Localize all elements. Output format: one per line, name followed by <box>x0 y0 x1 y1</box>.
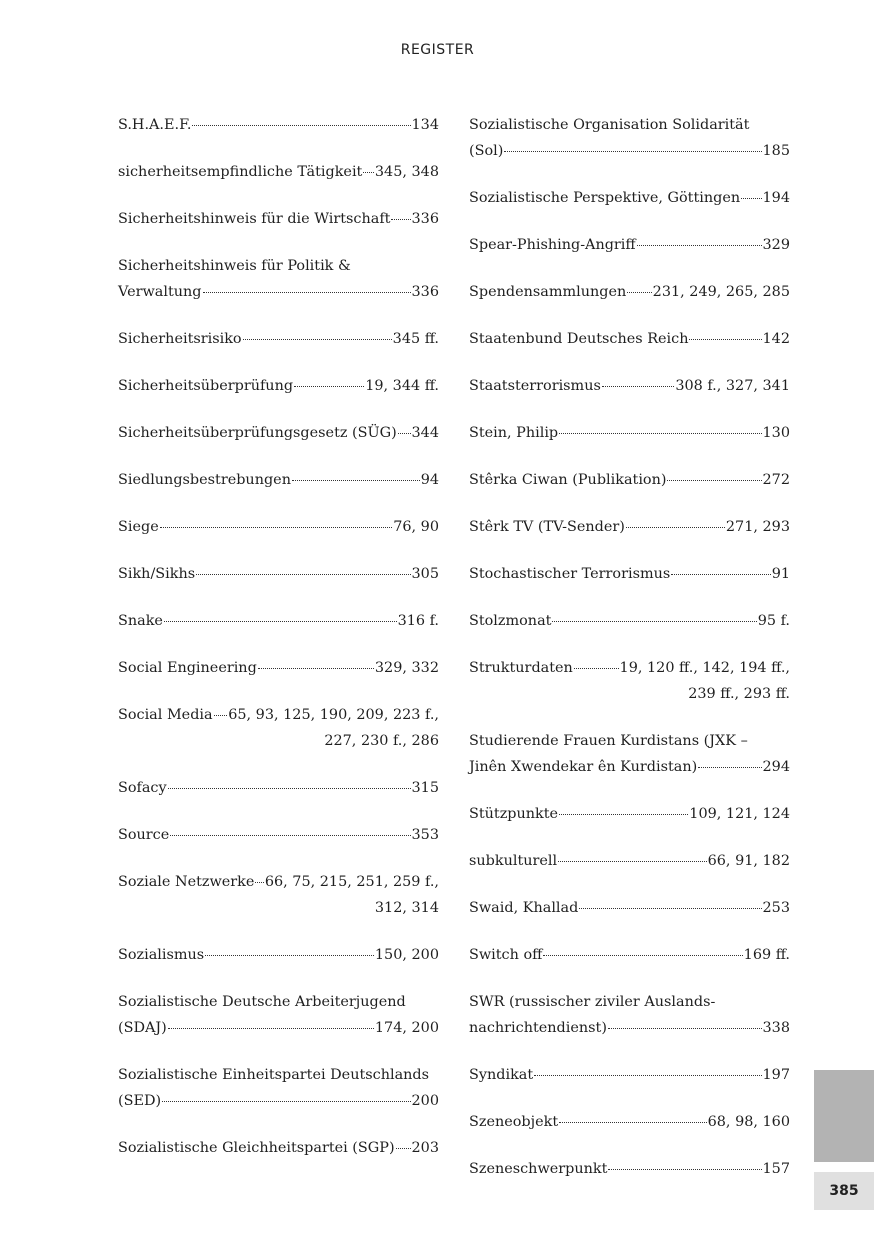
index-term: Stêrka Ciwan (Publikation) <box>469 472 667 488</box>
index-pages: 345, 348 <box>374 164 439 180</box>
index-entry-line <box>469 655 790 681</box>
index-entry <box>469 1062 790 1088</box>
index-pages: 76, 90 <box>393 519 439 535</box>
index-entry <box>469 420 790 446</box>
index-term: Stein, Philip <box>469 425 559 441</box>
index-term: Spendensammlungen <box>469 284 627 300</box>
index-term: Staatsterrorismus <box>469 378 601 394</box>
index-pages: 68, 98, 160 <box>707 1114 790 1130</box>
index-entry-line <box>469 326 790 352</box>
index-entry-line <box>118 112 439 138</box>
index-term: Sofacy <box>118 780 167 796</box>
index-entry <box>118 159 439 185</box>
index-term: Sozialistische Perspektive, Göttingen <box>469 190 741 206</box>
index-entry <box>469 942 790 968</box>
index-term: Staatenbund Deutsches Reich <box>469 331 689 347</box>
index-term: Switch off <box>469 947 543 963</box>
dot-leader <box>574 668 619 669</box>
index-term: Source <box>118 827 170 843</box>
index-entry <box>118 942 439 968</box>
index-entry-line <box>118 279 439 305</box>
dot-leader <box>164 621 397 622</box>
index-pages: 294 <box>762 759 790 775</box>
index-term: Social Engineering <box>118 660 257 676</box>
index-pages: 305 <box>411 566 439 582</box>
index-entry <box>469 467 790 493</box>
index-term: Sicherheitsrisiko <box>118 331 242 347</box>
dot-leader <box>626 527 725 528</box>
index-pages: 130 <box>762 425 790 441</box>
index-entry <box>118 467 439 493</box>
index-term: Sikh/Sikhs <box>118 566 196 582</box>
index-entry <box>118 1062 439 1114</box>
index-pages: 197 <box>762 1067 790 1083</box>
index-entry-line <box>469 232 790 258</box>
index-term: Sicherheitshinweis für die Wirtschaft <box>118 211 391 227</box>
index-entry <box>118 561 439 587</box>
index-pages: 94 <box>420 472 439 488</box>
dot-leader <box>196 574 410 575</box>
dot-leader <box>160 527 393 528</box>
index-pages: 338 <box>762 1020 790 1036</box>
index-entry-line <box>118 206 439 232</box>
dot-leader <box>552 621 756 622</box>
index-entry-line <box>469 138 790 164</box>
index-entry-line <box>118 514 439 540</box>
index-entry <box>469 1109 790 1135</box>
index-pages-continued: 239 ff., 293 ff. <box>688 686 790 702</box>
index-pages: 157 <box>762 1161 790 1177</box>
index-pages: 95 f. <box>757 613 790 629</box>
dot-leader <box>602 386 674 387</box>
index-entry-line <box>118 655 439 681</box>
index-entry-line <box>469 608 790 634</box>
index-entry-line <box>469 1062 790 1088</box>
index-entry-line <box>118 326 439 352</box>
index-term: subkulturell <box>469 853 558 869</box>
dot-leader <box>671 574 770 575</box>
index-term: Sicherheitsüberprüfung <box>118 378 294 394</box>
index-entry-line <box>469 848 790 874</box>
index-pages: 169 ff. <box>743 947 790 963</box>
dot-leader <box>689 339 761 340</box>
index-term: Social Media <box>118 707 213 723</box>
index-entry-line <box>469 373 790 399</box>
dot-leader <box>168 1028 374 1029</box>
index-entry-line <box>469 420 790 446</box>
index-entry-heading: Sozialistische Organisation Solidarität <box>469 117 750 133</box>
index-pages: 316 f. <box>397 613 439 629</box>
index-term: Soziale Netzwerke <box>118 874 255 890</box>
index-entry <box>118 775 439 801</box>
index-pages: 353 <box>411 827 439 843</box>
thumb-index-tab <box>814 1070 874 1162</box>
page-number: 385 <box>814 1172 874 1210</box>
index-entry <box>118 989 439 1041</box>
dot-leader <box>558 861 707 862</box>
running-header: REGISTER <box>400 42 475 58</box>
index-term: (Sol) <box>469 143 504 159</box>
dot-leader <box>168 788 411 789</box>
index-entry-line <box>469 1015 790 1041</box>
index-pages: 329 <box>762 237 790 253</box>
index-entry <box>469 232 790 258</box>
index-entry <box>469 728 790 780</box>
index-pages: 271, 293 <box>725 519 790 535</box>
index-entry-line <box>118 1015 439 1041</box>
dot-leader <box>205 955 374 956</box>
index-entry <box>469 373 790 399</box>
index-pages: 315 <box>411 780 439 796</box>
dot-leader <box>627 292 651 293</box>
dot-leader <box>203 292 411 293</box>
index-entry-line <box>469 801 790 827</box>
index-term: Sozialistische Gleichheitspartei (SGP) <box>118 1140 395 1156</box>
index-pages-continued: 227, 230 f., 286 <box>324 733 439 749</box>
index-term: Siedlungsbestrebungen <box>118 472 291 488</box>
index-term: Stochastischer Terrorismus <box>469 566 671 582</box>
index-pages: 109, 121, 124 <box>689 806 790 822</box>
dot-leader <box>255 882 263 883</box>
index-term: Strukturdaten <box>469 660 573 676</box>
index-pages: 185 <box>762 143 790 159</box>
index-entry-line <box>118 822 439 848</box>
index-entry <box>118 373 439 399</box>
index-pages: 253 <box>762 900 790 916</box>
index-term: Stêrk TV (TV-Sender) <box>469 519 625 535</box>
index-entry-line <box>118 373 439 399</box>
index-entry <box>118 1135 439 1161</box>
index-entry-line <box>118 1135 439 1161</box>
index-entry-line <box>118 702 439 728</box>
index-term: Siege <box>118 519 159 535</box>
dot-leader <box>608 1028 762 1029</box>
index-entry <box>118 655 439 681</box>
index-term: Stolzmonat <box>469 613 552 629</box>
index-entry <box>469 655 790 707</box>
index-term: Stützpunkte <box>469 806 559 822</box>
dot-leader <box>608 1169 761 1170</box>
dot-leader <box>214 715 228 716</box>
index-entry <box>118 253 439 305</box>
dot-leader <box>292 480 420 481</box>
dot-leader <box>170 835 410 836</box>
index-pages: 345 ff. <box>392 331 439 347</box>
index-term: Szeneschwerpunkt <box>469 1161 608 1177</box>
index-pages: 150, 200 <box>374 947 439 963</box>
dot-leader <box>559 433 761 434</box>
index-entry <box>469 895 790 921</box>
index-entry-line <box>118 159 439 185</box>
index-entry-heading: Studierende Frauen Kurdistans (JXK – <box>469 733 748 749</box>
index-pages: 336 <box>411 284 439 300</box>
index-pages: 336 <box>411 211 439 227</box>
index-entry-heading: SWR (russischer ziviler Auslands- <box>469 994 716 1010</box>
dot-leader <box>396 1148 411 1149</box>
index-term: S.H.A.E.F. <box>118 117 192 133</box>
dot-leader <box>162 1101 410 1102</box>
index-term: sicherheitsempfindliche Tätigkeit <box>118 164 363 180</box>
index-entry-line <box>118 420 439 446</box>
dot-leader <box>543 955 742 956</box>
index-entry-line <box>118 775 439 801</box>
index-term: Jinên Xwendekar ên Kurdistan) <box>469 759 698 775</box>
dot-leader <box>667 480 761 481</box>
index-entry <box>118 514 439 540</box>
dot-leader <box>579 908 761 909</box>
index-term: Syndikat <box>469 1067 534 1083</box>
index-term: (SDAJ) <box>118 1020 167 1036</box>
index-entry-line <box>469 942 790 968</box>
dot-leader <box>698 767 761 768</box>
index-term: Sozialismus <box>118 947 205 963</box>
index-entry-line <box>469 514 790 540</box>
index-pages: 203 <box>411 1140 439 1156</box>
dot-leader <box>637 245 762 246</box>
index-entry-line <box>469 561 790 587</box>
dot-leader <box>398 433 411 434</box>
index-entry-line <box>469 754 790 780</box>
index-entry-line <box>118 869 439 895</box>
index-entry-line <box>469 467 790 493</box>
index-entry <box>118 869 439 921</box>
index-pages: 231, 249, 265, 285 <box>652 284 790 300</box>
dot-leader <box>504 151 761 152</box>
index-pages: 272 <box>762 472 790 488</box>
index-pages: 65, 93, 125, 190, 209, 223 f., <box>228 707 439 723</box>
index-entry-heading: Sozialistische Deutsche Arbeiterjugend <box>118 994 406 1010</box>
dot-leader <box>559 814 688 815</box>
index-term: Spear-Phishing-Angriff <box>469 237 636 253</box>
index-entry <box>469 326 790 352</box>
index-pages: 174, 200 <box>374 1020 439 1036</box>
index-term: Verwaltung <box>118 284 202 300</box>
index-entry-line <box>118 608 439 634</box>
index-pages: 329, 332 <box>374 660 439 676</box>
index-pages: 200 <box>411 1093 439 1109</box>
index-entry-heading: Sicherheitshinweis für Politik & <box>118 258 351 274</box>
index-pages: 194 <box>762 190 790 206</box>
dot-leader <box>192 125 410 126</box>
index-entry-line <box>469 185 790 211</box>
index-entry <box>469 112 790 164</box>
index-term: Sicherheitsüberprüfungsgesetz (SÜG) <box>118 425 397 441</box>
index-entry <box>118 822 439 848</box>
index-entry <box>118 608 439 634</box>
dot-leader <box>243 339 392 340</box>
index-entry <box>469 279 790 305</box>
index-column-right <box>469 112 790 1203</box>
index-column-left <box>118 112 439 1182</box>
index-entry-line <box>469 1156 790 1182</box>
index-pages: 142 <box>762 331 790 347</box>
index-entry <box>469 608 790 634</box>
index-entry <box>118 326 439 352</box>
index-term: (SED) <box>118 1093 162 1109</box>
index-entry <box>469 1156 790 1182</box>
dot-leader <box>534 1075 761 1076</box>
index-pages-continued: 312, 314 <box>374 900 439 916</box>
index-term: Swaid, Khallad <box>469 900 579 916</box>
index-entry-line <box>469 279 790 305</box>
index-pages: 344 <box>411 425 439 441</box>
index-entry-heading: Sozialistische Einheitspartei Deutschlands <box>118 1067 430 1083</box>
index-pages: 134 <box>411 117 439 133</box>
index-entry-line <box>469 1109 790 1135</box>
index-entry <box>469 848 790 874</box>
index-entry-line <box>118 561 439 587</box>
index-pages: 19, 344 ff. <box>365 378 439 394</box>
dot-leader <box>559 1122 707 1123</box>
index-entry <box>469 561 790 587</box>
dot-leader <box>741 198 761 199</box>
index-entry-line <box>118 1088 439 1114</box>
index-entry <box>118 420 439 446</box>
index-pages: 308 f., 327, 341 <box>675 378 790 394</box>
index-pages: 66, 75, 215, 251, 259 f., <box>264 874 439 890</box>
index-entry-line <box>118 467 439 493</box>
dot-leader <box>363 172 374 173</box>
index-pages: 91 <box>771 566 790 582</box>
index-term: nachrichtendienst) <box>469 1020 607 1036</box>
index-entry <box>469 989 790 1041</box>
index-entry <box>469 185 790 211</box>
index-entry-line <box>469 895 790 921</box>
index-entry-line <box>118 942 439 968</box>
index-entry <box>469 801 790 827</box>
index-entry <box>469 514 790 540</box>
index-entry <box>118 112 439 138</box>
index-pages: 19, 120 ff., 142, 194 ff., <box>619 660 790 676</box>
index-term: Szeneobjekt <box>469 1114 559 1130</box>
dot-leader <box>294 386 364 387</box>
index-term: Snake <box>118 613 163 629</box>
dot-leader <box>391 219 410 220</box>
index-entry <box>118 702 439 754</box>
index-pages: 66, 91, 182 <box>707 853 790 869</box>
dot-leader <box>258 668 374 669</box>
index-entry <box>118 206 439 232</box>
